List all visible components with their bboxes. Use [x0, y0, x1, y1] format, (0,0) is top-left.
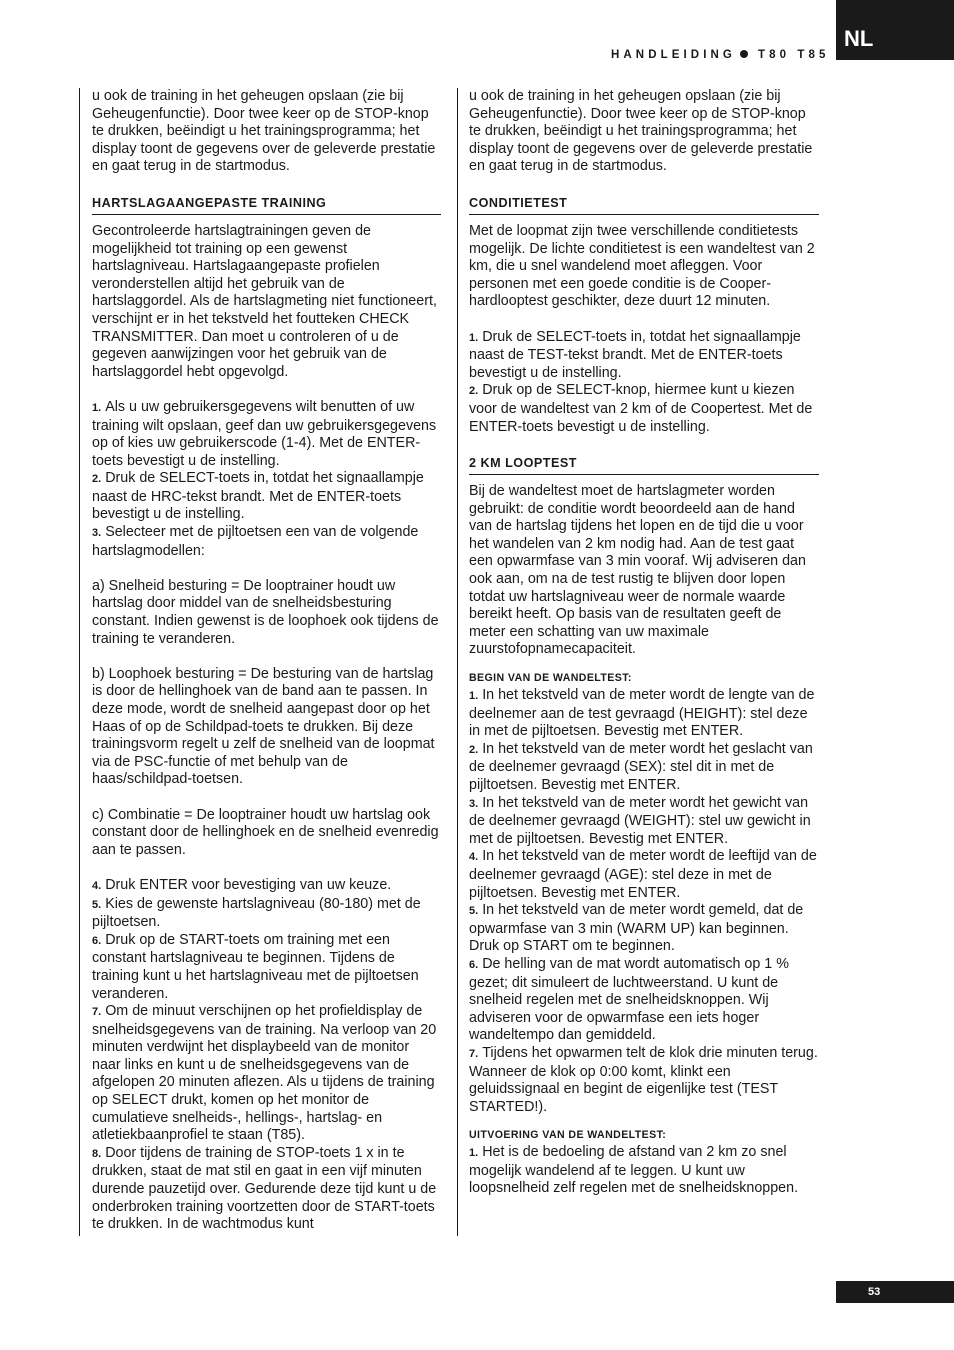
list-item [469, 956, 819, 1045]
subsection-heading: BEGIN VAN DE WANDELTEST: [469, 672, 632, 685]
list-item [469, 741, 819, 795]
step-text: In het tekstveld van de meter wordt de leeftijd van de deelnemer gevraagd (AGE): stel deze in met de pijltoetsen. Bevestig met ENTER. [469, 848, 817, 901]
step-number: 1. [92, 401, 102, 414]
step-text: In het tekstveld van de meter wordt de lengte van de deelnemer aan de test gevraagd (HEIGHT): stel deze in met de pijltoetsen. Bevestig met ENTER. [469, 687, 815, 740]
list-item [92, 1003, 441, 1145]
paragraph: Bij de wandeltest moet de hartslagmeter worden gebruikt: de conditie wordt beoordeeld aan de hand van de hartslag tijdens het lopen en de tijd die u voor het wandelen van 2 km nodig had. Aan de test gaat een opwarmfase van 3 min vooraf. Wij adviseren dan ook aan, om na de test rustig te blijven door lopen totdat uw hartslagniveau weer de normale waarde bereikt heeft. Op basis van de resultaten geeft de meter een schatting van uw maximale zuurstofopnamecapaciteit. [469, 483, 806, 658]
bullet-dot-icon [740, 50, 748, 58]
step-number: 1. [469, 1147, 479, 1160]
step-text: In het tekstveld van de meter wordt gemeld, dat de opwarmfase van 3 min (WARM UP) kan beginnen. Druk op START om te beginnen. [469, 902, 804, 955]
list-item [469, 329, 819, 383]
step-number: 2. [92, 473, 102, 486]
step-text: Door tijdens de training de STOP-toets 1 x in te drukken, staat de mat stil en gaat in een vijf minuten durende pauzetijd over. Gedurende deze tijd kunt u de onderbroken training voortzetten door de START-toets te drukken. In de wachtmodus kunt [92, 1144, 437, 1233]
paragraph: u ook de training in het geheugen opslaan (zie bij Geheugenfunctie). Door twee keer op de STOP-knop te drukken, beëindigt u het trainingsprogramma; het display toont de gegevens over de geleverde prestatie en gaat terug in de startmodus. [92, 88, 436, 175]
step-text: In het tekstveld van de meter wordt het gewicht van de deelnemer gevraagd (WEIGHT): stel uw gewicht in met de pijltoetsen. Bevestig met ENTER. [469, 794, 811, 847]
step-number: 1. [469, 331, 479, 344]
step-text: Als u uw gebruikersgegevens wilt benutten of uw training wilt opslaan, geef dan uw gebruikersgegevens op of kies uw gebruikerscode (1-4). Met de ENTER-toets bevestigt u de instelling. [92, 398, 437, 469]
step-number: 3. [92, 527, 102, 540]
step-text: Druk ENTER voor bevestiging van uw keuze. [105, 876, 392, 893]
step-number: 8. [92, 1147, 102, 1160]
list-item [92, 877, 441, 896]
step-text: In het tekstveld van de meter wordt het geslacht van de deelnemer gevraagd (SEX): stel dit in met de pijltoetsen. Bevestig met ENTER. [469, 740, 813, 793]
step-text: Druk de SELECT-toets in, totdat het signaallampje naast de HRC-tekst brandt. Met de ENTER-toets bevestigt u de instelling. [92, 470, 424, 523]
list-item [469, 902, 819, 956]
step-number: 7. [469, 1047, 479, 1060]
step-text: Kies de gewenste hartslagniveau (80-180) met de pijltoetsen. [92, 895, 421, 931]
step-number: 5. [92, 898, 102, 911]
step-number: 4. [92, 879, 102, 892]
right-column [457, 88, 819, 1236]
list-item [469, 848, 819, 902]
list-item [469, 795, 819, 849]
page-number: 53 [836, 1281, 954, 1303]
section-heading: HARTSLAGAANGEPASTE TRAINING [92, 176, 441, 215]
step-text: Druk op de START-toets om training met een constant hartslagniveau te beginnen. Tijdens de training kunt u het hartslagniveau met de pijltoetsen veranderen. [92, 931, 419, 1002]
step-text: Om de minuut verschijnen op het profieldisplay de snelheidsgegevens van de training. Na verloop van 20 minuten verdwijnt het displaybeeld van de monitor naar links en kunt u de snelheidsgegevens van de afgelopen 20 minuten aflezen. Als u tijdens de training op SELECT drukt, komen op het monitor de cumulatieve snelheids-, hellings-, hartslag- en atletiekbaanprofiel te staan (T85). [92, 1003, 437, 1144]
paragraph: a) Snelheid besturing = De looptrainer houdt uw hartslag door middel van de snelheidsbesturing constant. Indien gewenst is de loophoek ook tijdens de training te veranderen. [92, 577, 439, 647]
header-model-label: T80 T85 [757, 49, 830, 61]
step-text: Selecteer met de pijltoetsen een van de volgende hartslagmodellen: [92, 524, 419, 559]
list-item [92, 1145, 441, 1234]
list-item [469, 687, 819, 741]
paragraph: Gecontroleerde hartslagtrainingen geven de mogelijkheid tot training op een gewenst hartslagniveau. Hartslagaangepaste profielen veronderstellen altijd het gebruik van de hartslaggordel. Als de hartslagmeting niet functioneert, verschijnt er in het tekstveld het foutteken CHECK TRANSMITTER. Dan moet u controleren of u de gegeven aanwijzingen voor het gebruik van de hartslaggordel hebt opgevolgd. [92, 222, 437, 380]
step-number: 6. [469, 958, 479, 971]
header-manual-label: HANDLEIDING [611, 49, 736, 61]
language-tab: NL [836, 0, 954, 60]
list-item [469, 1144, 819, 1198]
step-text: Tijdens het opwarmen telt de klok drie minuten terug. Wanneer de klok op 0:00 komt, klinkt een geluidssignaal en begint de eigenlijke test (TEST STARTED!). [469, 1044, 818, 1115]
paragraph: c) Combinatie = De looptrainer houdt uw hartslag ook constant door de hellinghoek en de snelheid evenredig aan te passen. [92, 806, 439, 858]
section-heading: CONDITIETEST [469, 176, 819, 215]
step-number: 6. [92, 934, 102, 947]
step-number: 4. [469, 851, 479, 864]
step-number: 7. [92, 1006, 102, 1019]
step-text: Druk op de SELECT-knop, hiermee kunt u kiezen voor de wandeltest van 2 km of de Coopertest. Met de ENTER-toets bevestigt u de instelling. [469, 382, 813, 435]
step-number: 2. [469, 385, 479, 398]
step-number: 3. [469, 797, 479, 810]
subsection-heading: UITVOERING VAN DE WANDELTEST: [469, 1129, 667, 1142]
step-text: De helling van de mat wordt automatisch op 1 % gezet; dit simuleert de luchtweerstand. U kunt de snelheid regelen met de snelheidsknoppen. Wij adviseren voor de opwarmfase een iets hoger wandeltempo dan gemiddeld. [469, 955, 789, 1044]
section-heading: 2 KM LOOPTEST [469, 436, 819, 475]
list-item [469, 382, 819, 436]
list-item [92, 470, 441, 524]
step-number: 2. [469, 743, 479, 756]
list-item [92, 896, 441, 932]
list-item [92, 399, 441, 470]
step-text: Druk de SELECT-toets in, totdat het signaallampje naast de TEST-tekst brandt. Met de ENTER-toets bevestigt u de instelling. [469, 328, 801, 381]
step-text: Het is de bedoeling de afstand van 2 km zo snel mogelijk wandelend af te leggen. U kunt uw loopsnelheid zelf regelen met de snelheidsknoppen. [469, 1144, 799, 1197]
running-header [611, 48, 830, 62]
list-item [92, 932, 441, 1003]
paragraph: Met de loopmat zijn twee verschillende conditietests mogelijk. De lichte conditietest is een wandeltest van 2 km, die u snel wandelend moet afleggen. Voor personen met een goede conditie is de Cooper-hardlooptest geschikter, deze duurt 12 minuten. [469, 222, 815, 310]
step-number: 1. [469, 690, 479, 703]
step-number: 5. [469, 905, 479, 918]
paragraph: b) Loophoek besturing = De besturing van de hartslag is door de hellinghoek van de band aan te passen. In deze mode, wordt de snelheid aangepast door op het Haas of op de Schildpad-toets te drukken. Bij deze trainingsvorm regelt u zelf de snelheid van de loopmat via de PSC-functie of met behulp van de haas/schildpad-toetsen. [92, 665, 435, 788]
list-item [469, 1045, 819, 1116]
left-column [79, 88, 441, 1236]
list-item [92, 524, 441, 560]
paragraph: u ook de training in het geheugen opslaan (zie bij Geheugenfunctie). Door twee keer op de STOP-knop te drukken, beëindigt u het trainingsprogramma; het display toont de gegevens over de geleverde prestatie en gaat terug in de startmodus. [469, 88, 813, 175]
